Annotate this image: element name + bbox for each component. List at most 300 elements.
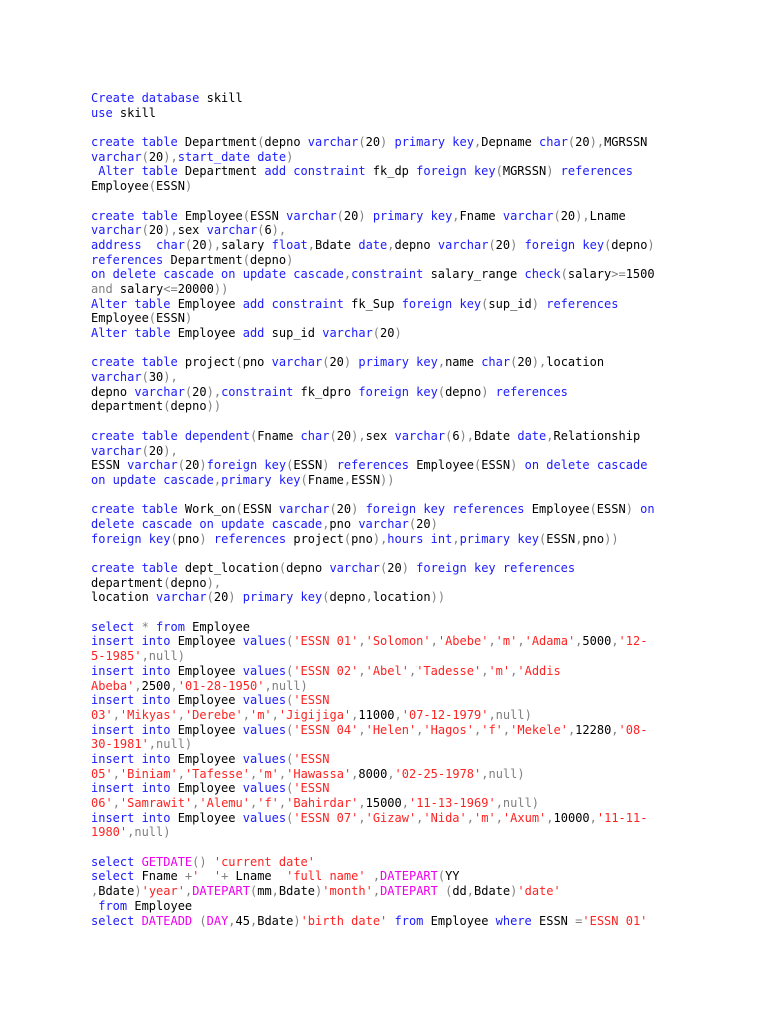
code-token: create table [91, 208, 178, 223]
code-token: , [112, 766, 120, 781]
code-token: '02-25-1978' [394, 766, 482, 781]
code-token: , [351, 707, 359, 722]
code-token: 20 [336, 428, 352, 443]
code-token: 'ESSN [293, 781, 330, 796]
code-token: 'Mikyas' [119, 707, 178, 722]
code-token: ( [235, 502, 243, 517]
code-token: , [430, 634, 438, 649]
code-token: foreign key references [408, 561, 576, 575]
code-token: varchar [91, 149, 142, 164]
code-token: , [278, 796, 287, 810]
code-token: , [358, 634, 366, 649]
code-token: 'Biniam' [119, 766, 178, 781]
code-token: ( [408, 516, 417, 531]
code-token: , [546, 428, 554, 443]
code-line [91, 238, 768, 253]
code-token: ) [184, 311, 193, 326]
code-token: pno [351, 531, 373, 546]
code-token: varchar [329, 561, 381, 575]
code-token: , [437, 355, 446, 370]
code-token: 'Bahirdar' [286, 796, 359, 810]
code-token: ( [488, 237, 496, 252]
code-token: 05' [91, 766, 113, 781]
code-token: ESSN [481, 458, 511, 473]
code-token: 'full name' [286, 869, 366, 884]
code-token: , [408, 663, 417, 678]
code-line [91, 855, 768, 870]
code-line [91, 752, 768, 767]
code-token: ESSN [156, 179, 185, 194]
code-token: references [91, 252, 164, 267]
code-token: 6 [452, 428, 460, 443]
code-token: Fname [134, 869, 185, 884]
code-token: insert into [91, 722, 171, 737]
code-token: = [575, 913, 583, 928]
code-token: Lname [228, 869, 287, 884]
code-token: , [249, 913, 258, 928]
code-token: Employee [170, 781, 243, 796]
code-line [91, 385, 768, 400]
code-token: values [242, 634, 287, 649]
code-token: references [329, 458, 409, 473]
code-token: ( [249, 428, 258, 443]
code-line [91, 311, 768, 326]
code-token: references [539, 296, 619, 311]
code-token: )) [380, 472, 395, 487]
code-token: , [242, 707, 250, 722]
code-token: Bdate [98, 884, 135, 899]
code-token: varchar [91, 370, 142, 385]
code-token: select [91, 869, 135, 884]
code-token: sup_id [264, 326, 323, 340]
code-token: Bdate [474, 428, 518, 443]
code-token: Employee [170, 810, 243, 825]
code-token: ) [625, 502, 633, 517]
code-token: fk_dp [365, 164, 417, 179]
code-token: ), [531, 355, 547, 370]
code-token: DATEPART [192, 884, 250, 899]
code-token: primary key [365, 208, 453, 223]
code-token: 20 [495, 237, 511, 252]
code-token: * [134, 619, 157, 634]
code-token: , [611, 634, 619, 649]
code-token: GETDATE [134, 854, 193, 869]
code-token: , [416, 810, 424, 825]
code-line [91, 708, 768, 723]
code-token: <= [163, 281, 178, 296]
code-line [91, 517, 768, 532]
code-token: 'date' [517, 884, 561, 899]
code-token: Employee [423, 913, 496, 928]
code-token: ESSN [91, 458, 128, 473]
code-token: 'f' [481, 722, 503, 737]
code-token: ) [293, 913, 301, 928]
code-token: ) [510, 884, 518, 899]
code-token: , [510, 663, 518, 678]
code-token: ( [278, 561, 287, 575]
code-token: varchar [307, 135, 359, 150]
code-token: 5000 [582, 634, 612, 649]
code-token: Create database [91, 91, 200, 105]
code-token: 'ESSN 04' [293, 722, 359, 737]
code-line [91, 576, 768, 591]
code-token: 20 [560, 208, 576, 223]
code-token: constraint [221, 384, 294, 399]
code-token: ( [437, 384, 446, 399]
code-token: mm [257, 884, 272, 899]
code-token: 'Gizaw' [365, 810, 417, 825]
code-token: foreign key [358, 384, 438, 399]
code-token: , [249, 796, 258, 810]
code-token: Employee [170, 634, 243, 649]
code-token: ), [351, 428, 366, 443]
code-line [91, 693, 768, 708]
code-token: pno [582, 531, 605, 546]
code-token: ( [437, 884, 453, 899]
code-token: from [156, 619, 185, 634]
code-token: depno [170, 399, 207, 414]
code-token: 20 [387, 561, 402, 575]
code-token: depno [249, 252, 287, 267]
code-token: ,null) [141, 649, 185, 664]
code-token: ) [322, 458, 330, 473]
code-token: Alter table [91, 164, 178, 179]
code-token: + [221, 869, 229, 884]
code-token: 'ESSN [293, 693, 330, 708]
code-token: ESSN [293, 458, 323, 473]
code-token: date [358, 237, 388, 252]
code-token: sex [177, 223, 207, 238]
code-token: ) [199, 458, 207, 473]
code-token: ( [329, 502, 337, 517]
sql-statement-block [91, 429, 768, 488]
code-token: varchar [206, 223, 258, 238]
code-line [91, 825, 768, 840]
code-token: department [91, 575, 164, 590]
code-token: depno [91, 384, 135, 399]
sql-statement-block [91, 502, 768, 546]
code-token: float [271, 237, 308, 252]
code-token: , [213, 472, 222, 487]
code-token: Employee [184, 619, 250, 634]
code-token: , [351, 766, 359, 781]
code-token: 'Addis [517, 663, 561, 678]
code-token: primary key [235, 590, 323, 605]
code-line [91, 679, 768, 694]
code-token: , [271, 707, 279, 722]
code-token: ( [141, 370, 149, 385]
code-token: varchar [91, 223, 142, 238]
code-token: ( [286, 663, 294, 678]
code-token: 2500 [141, 678, 171, 693]
code-token: Work_on [177, 502, 236, 517]
code-token: ) [531, 296, 539, 311]
code-token: 'm' [257, 766, 279, 781]
code-token: 20 [192, 237, 207, 252]
code-token: ( [206, 590, 214, 605]
code-token: + [184, 869, 193, 884]
code-token: insert into [91, 810, 171, 825]
code-token: ), [206, 384, 222, 399]
code-token: MGRSSN [502, 164, 547, 179]
code-token: ESSN [546, 531, 576, 546]
code-line [91, 444, 768, 459]
code-line [91, 781, 768, 796]
code-token: , [177, 766, 185, 781]
code-token: skill [199, 91, 243, 105]
code-line [91, 267, 768, 282]
code-token: ( [286, 810, 294, 825]
code-line [91, 106, 768, 121]
code-token: 20 [517, 355, 532, 370]
code-token: , [546, 810, 554, 825]
code-token: DAY [206, 913, 229, 928]
code-token: foreign key [517, 237, 605, 252]
code-token: ), [163, 370, 178, 385]
code-token: 'ESSN 07' [293, 810, 359, 825]
code-token: , [481, 663, 489, 678]
code-token: ), [163, 223, 178, 238]
code-token: primary key [387, 135, 474, 150]
code-token: location [546, 355, 605, 370]
code-token: Fname [257, 428, 301, 443]
code-token: 'ESSN 01' [582, 913, 648, 928]
code-token: , [343, 472, 352, 487]
code-token: ( [322, 355, 330, 370]
code-token: 30-1981' [91, 737, 149, 752]
code-token: date [517, 428, 547, 443]
code-token: , [358, 663, 366, 678]
code-token: , [358, 796, 366, 810]
code-token: fk_dpro [293, 384, 359, 399]
code-line [91, 253, 768, 268]
code-token: ( [141, 443, 149, 458]
code-token: )) [213, 281, 229, 296]
code-token: Abeba' [91, 678, 135, 693]
code-token: Employee [170, 663, 243, 678]
code-token: department [91, 399, 164, 414]
code-token: on update cascade [91, 472, 214, 487]
code-token: ) [228, 590, 236, 605]
code-token: 'Mekele' [510, 722, 568, 737]
code-token: , [387, 766, 395, 781]
code-token: char [481, 355, 511, 370]
code-token: 8000 [358, 766, 388, 781]
code-token: select [91, 854, 135, 869]
code-token: sup_id [488, 296, 532, 311]
code-token: sex [365, 428, 395, 443]
code-token: ESSN [249, 208, 287, 223]
code-token: , [401, 796, 409, 810]
code-token: 20 [336, 502, 352, 517]
code-token: 'm' [474, 810, 496, 825]
code-token: ( [495, 164, 503, 179]
code-token: ( [184, 237, 193, 252]
code-line [91, 282, 768, 297]
code-token: ,null) [148, 737, 193, 752]
code-token: ) [286, 252, 294, 267]
code-token: '12- [618, 634, 648, 649]
code-token: 'Tafesse' [184, 766, 250, 781]
code-token: foreign key [401, 296, 482, 311]
code-token: pno [177, 531, 200, 546]
code-token: depno [445, 384, 482, 399]
code-token: create table [91, 355, 178, 370]
code-token: values [242, 693, 287, 708]
code-token: 20 [575, 135, 590, 150]
code-token: references [206, 531, 287, 546]
code-token: ) [184, 179, 193, 194]
code-token: ,null) [481, 766, 525, 781]
code-token: )) [604, 531, 619, 546]
code-token: varchar [91, 443, 142, 458]
code-token: () [192, 854, 214, 869]
code-token: values [242, 722, 287, 737]
code-token: Alter table [91, 326, 171, 340]
code-token: skill [112, 105, 157, 120]
code-token: ) [134, 884, 142, 899]
code-token: ) [430, 516, 438, 531]
code-line [91, 884, 768, 899]
code-token: 'm' [249, 707, 272, 722]
code-token: varchar [278, 502, 330, 517]
code-token: ( [567, 135, 576, 150]
code-token: ( [445, 428, 453, 443]
code-token: Employee [91, 179, 149, 194]
code-token: primary key [221, 472, 301, 487]
code-token: , [365, 590, 373, 605]
code-token: 12280 [575, 722, 612, 737]
code-token: Employee [177, 208, 243, 223]
code-token: '07-12-1979' [401, 707, 489, 722]
code-token: Bdate [257, 913, 294, 928]
code-token: ( [322, 590, 330, 605]
code-token: ), [271, 223, 287, 238]
code-line [91, 297, 768, 312]
code-token: ( [286, 781, 294, 796]
code-token: Alter table [91, 296, 171, 311]
code-token: , [228, 913, 236, 928]
code-token: 'ESSN 02' [293, 663, 359, 678]
code-token: Employee [170, 296, 243, 311]
code-token: ), [589, 135, 605, 150]
code-token: ), [575, 208, 590, 223]
code-token: , [473, 135, 482, 150]
code-token: , [343, 267, 352, 282]
code-token: , [365, 869, 381, 884]
code-token: 'Nida' [423, 810, 467, 825]
code-token: ) [510, 458, 518, 473]
code-token: foreign key references [358, 502, 525, 517]
code-token: 'Derebe' [184, 707, 243, 722]
code-line [91, 355, 768, 370]
code-token: Fname [459, 208, 503, 223]
code-token: Employee [170, 693, 243, 708]
code-token: values [242, 663, 287, 678]
code-token: and [91, 281, 120, 296]
code-token: add constraint [242, 296, 344, 311]
sql-statement-block [91, 209, 768, 341]
code-token: ), [206, 575, 222, 590]
code-token: ( [249, 884, 258, 899]
code-token: , [134, 678, 142, 693]
code-token: , [358, 810, 366, 825]
code-token: Department [163, 252, 243, 267]
code-token: Employee [408, 458, 474, 473]
code-token: , [502, 722, 511, 737]
code-line [91, 590, 768, 605]
sql-statement-block [91, 91, 768, 120]
code-token: ( [141, 149, 149, 164]
code-token: 20 [148, 149, 164, 164]
code-token: ( [177, 458, 185, 473]
code-token: ( [163, 575, 171, 590]
code-token: 20 [380, 326, 395, 340]
code-token: >= [611, 267, 626, 282]
code-token: from [91, 898, 128, 913]
code-token: ESSN [531, 913, 576, 928]
code-token: varchar [286, 208, 337, 223]
code-token: , [112, 707, 120, 722]
code-token: depno [394, 237, 438, 252]
code-token: name [445, 355, 482, 370]
code-token: , [473, 722, 482, 737]
code-token: from [387, 913, 424, 928]
code-token: 'Alemu' [199, 796, 250, 810]
code-token: create table [91, 428, 178, 443]
code-token: )) [430, 590, 446, 605]
code-token: , [394, 707, 402, 722]
code-token: 'year' [141, 884, 185, 899]
code-token: ( [286, 751, 294, 766]
code-token: char [300, 428, 330, 443]
code-token: foreign key [416, 164, 496, 179]
code-token: fk_Sup [343, 296, 402, 311]
code-token: create table [91, 502, 178, 517]
code-token: Relationship [553, 428, 641, 443]
code-token: ) [315, 884, 323, 899]
code-token: , [416, 722, 424, 737]
code-token: depno [611, 237, 648, 252]
code-token: ESSN [351, 472, 381, 487]
code-token: ( [343, 531, 352, 546]
code-token: , [611, 722, 619, 737]
sql-statement-block [91, 561, 768, 605]
code-token: where [495, 913, 532, 928]
code-token: depno [170, 575, 207, 590]
code-token: ), [206, 237, 222, 252]
code-token: check [524, 267, 561, 282]
code-token: ), [459, 428, 474, 443]
code-token: varchar [127, 458, 178, 473]
code-token: ( [141, 223, 149, 238]
code-token: , [387, 237, 395, 252]
code-token: ( [192, 913, 207, 928]
code-token: depno [329, 590, 366, 605]
code-token: 30 [148, 370, 164, 385]
code-token: ( [286, 722, 294, 737]
code-token: ) [647, 237, 655, 252]
code-token: ) [286, 149, 294, 164]
code-token: insert into [91, 781, 171, 796]
code-token: references [488, 384, 568, 399]
code-token: varchar [156, 590, 207, 605]
code-token: ( [257, 135, 265, 150]
code-token: project [177, 355, 236, 370]
code-token: dept_location [177, 561, 279, 575]
code-line [91, 399, 768, 414]
code-token: 10000 [553, 810, 590, 825]
